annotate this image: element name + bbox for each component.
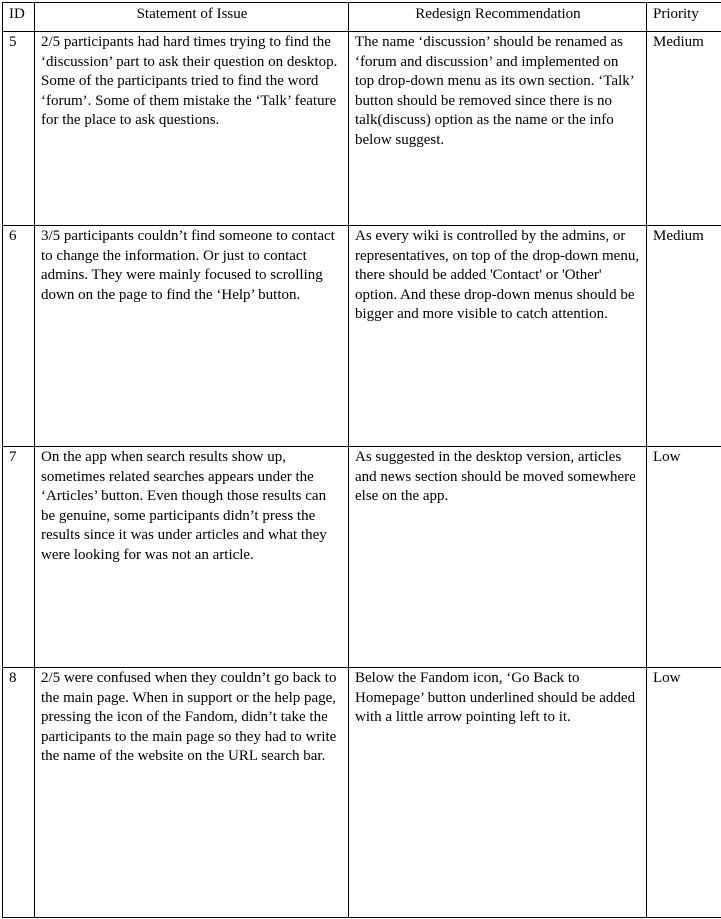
header-issue: Statement of Issue xyxy=(35,3,349,32)
table-row xyxy=(3,32,721,226)
cell-priority: Low xyxy=(647,447,721,668)
table-row xyxy=(3,226,721,447)
cell-issue: 2/5 were confused when they couldn’t go back to the main page. When in support or the help page, pressing the icon of the Fandom, didn’t take the participants to the main page so they had to write the name of the website on the URL search bar. xyxy=(35,668,349,918)
table-body xyxy=(3,32,721,918)
table-row xyxy=(3,668,721,918)
cell-id: 6 xyxy=(3,226,35,447)
cell-issue: On the app when search results show up, sometimes related searches appears under the ‘Articles’ button. Even though those results can be genuine, some participants didn’t press the results since it was under articles and what they were looking for was not an article. xyxy=(35,447,349,668)
cell-id: 7 xyxy=(3,447,35,668)
header-row xyxy=(3,3,721,32)
cell-priority: Medium xyxy=(647,32,721,226)
cell-recommendation: As suggested in the desktop version, articles and news section should be moved somewhere else on the app. xyxy=(349,447,647,668)
cell-recommendation: As every wiki is controlled by the admins, or representatives, on top of the drop-down menu, there should be added 'Contact' or 'Other' option. And these drop-down menus should be bigger and more visible to catch attention. xyxy=(349,226,647,447)
cell-priority: Low xyxy=(647,668,721,918)
cell-recommendation: Below the Fandom icon, ‘Go Back to Homepage’ button underlined should be added with a little arrow pointing left to it. xyxy=(349,668,647,918)
cell-id: 8 xyxy=(3,668,35,918)
cell-id: 5 xyxy=(3,32,35,226)
header-id: ID xyxy=(3,3,35,32)
issues-table xyxy=(2,2,721,918)
cell-recommendation: The name ‘discussion’ should be renamed as ‘forum and discussion’ and implemented on top drop-down menu as its own section. ‘Talk’ button should be removed since there is no talk(discuss) option as the name or the info below suggest. xyxy=(349,32,647,226)
cell-issue: 2/5 participants had hard times trying to find the ‘discussion’ part to ask their question on desktop. Some of the participants tried to find the word ‘forum’. Some of them mistake the ‘Talk’ feature for the place to ask questions. xyxy=(35,32,349,226)
table-row xyxy=(3,447,721,668)
header-recommendation: Redesign Recommendation xyxy=(349,3,647,32)
cell-issue: 3/5 participants couldn’t find someone to contact to change the information. Or just to contact admins. They were mainly focused to scrolling down on the page to find the ‘Help’ button. xyxy=(35,226,349,447)
table-header xyxy=(3,3,721,32)
cell-priority: Medium xyxy=(647,226,721,447)
header-priority: Priority xyxy=(647,3,721,32)
